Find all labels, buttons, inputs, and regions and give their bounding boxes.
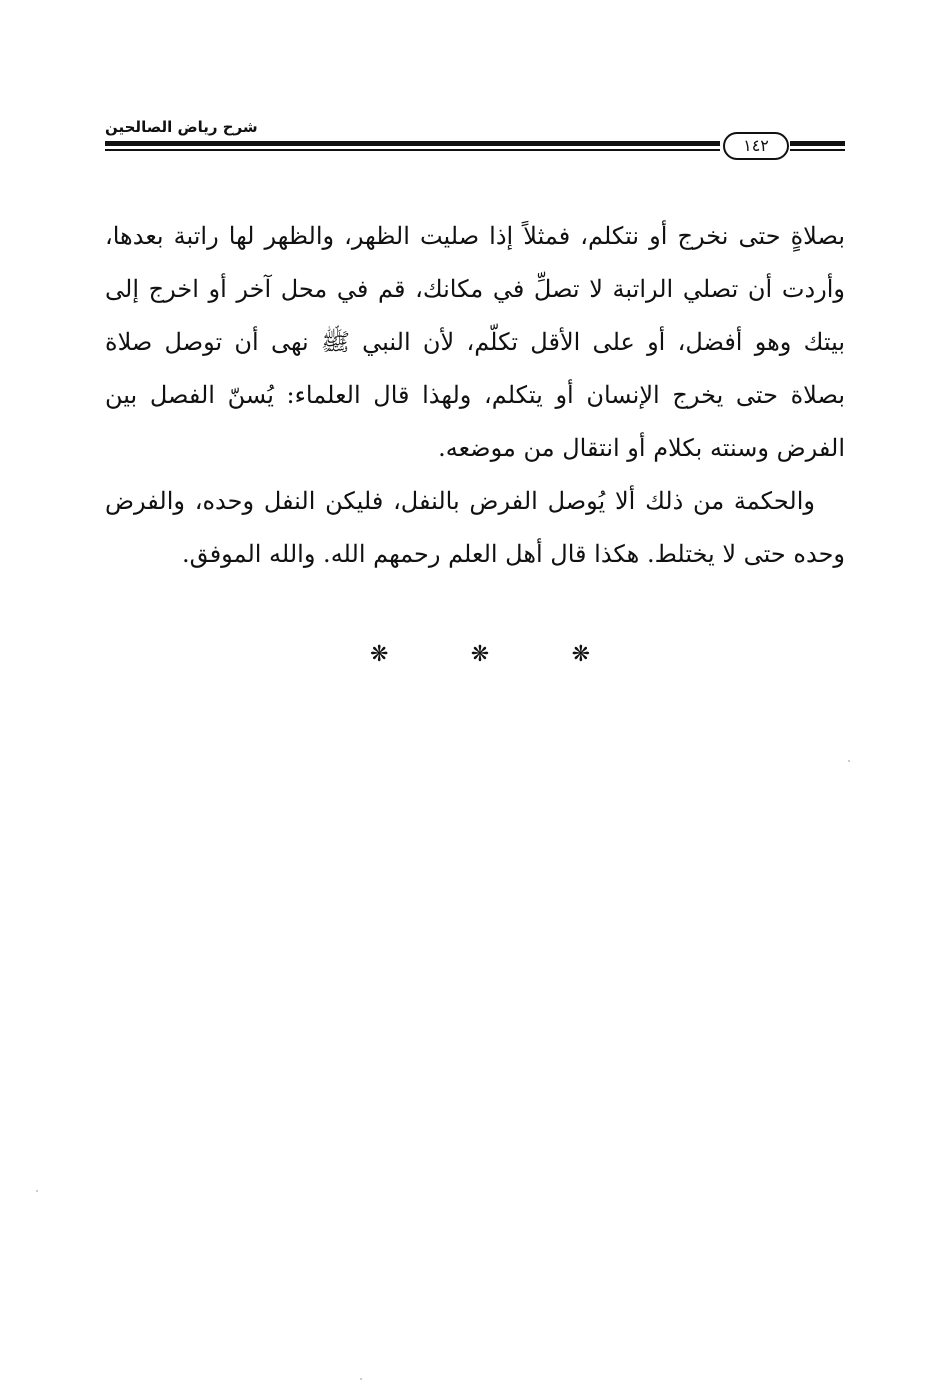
ornament-star-icon: ❋ (571, 642, 590, 667)
paragraph-1: بصلاةٍ حتى نخرج أو نتكلم، فمثلاً إذا صليت الظهر، والظهر لها راتبة بعدها، وأردت أن تصلي الراتبة لا تصلِّ في مكانك، قم في محل آخر أو اخرج إلى بيتك وهو أفضل، أو على الأقل تكلّم، لأن النبي ﷺ نهى أن توصل صلاة بصلاة حتى يخرج الإنسان أو يتكلم، ولهذا قال العلماء: يُسنّ الفصل بين الفرض وسنته بكلام أو انتقال من موضعه. (105, 222, 845, 462)
body-text (105, 210, 845, 581)
header-rule-left (105, 141, 720, 151)
header-rule-right (790, 141, 845, 151)
book-title: شرح رياض الصالحين (105, 118, 258, 136)
ornament-star-icon: ❋ (370, 642, 389, 667)
scan-speck (848, 760, 850, 762)
paragraph-2: والحكمة من ذلك ألا يُوصل الفرض بالنفل، فليكن النفل وحده، والفرض وحده حتى لا يختلط. هكذا قال أهل العلم رحمهم الله. والله الموفق. (105, 487, 845, 568)
ornament-star-icon: ❋ (470, 642, 490, 667)
page-number: ١٤٢ (723, 132, 789, 160)
scan-speck (36, 1190, 38, 1192)
page-header (105, 110, 845, 160)
section-divider-ornaments (370, 642, 590, 667)
scan-speck (360, 1378, 362, 1380)
